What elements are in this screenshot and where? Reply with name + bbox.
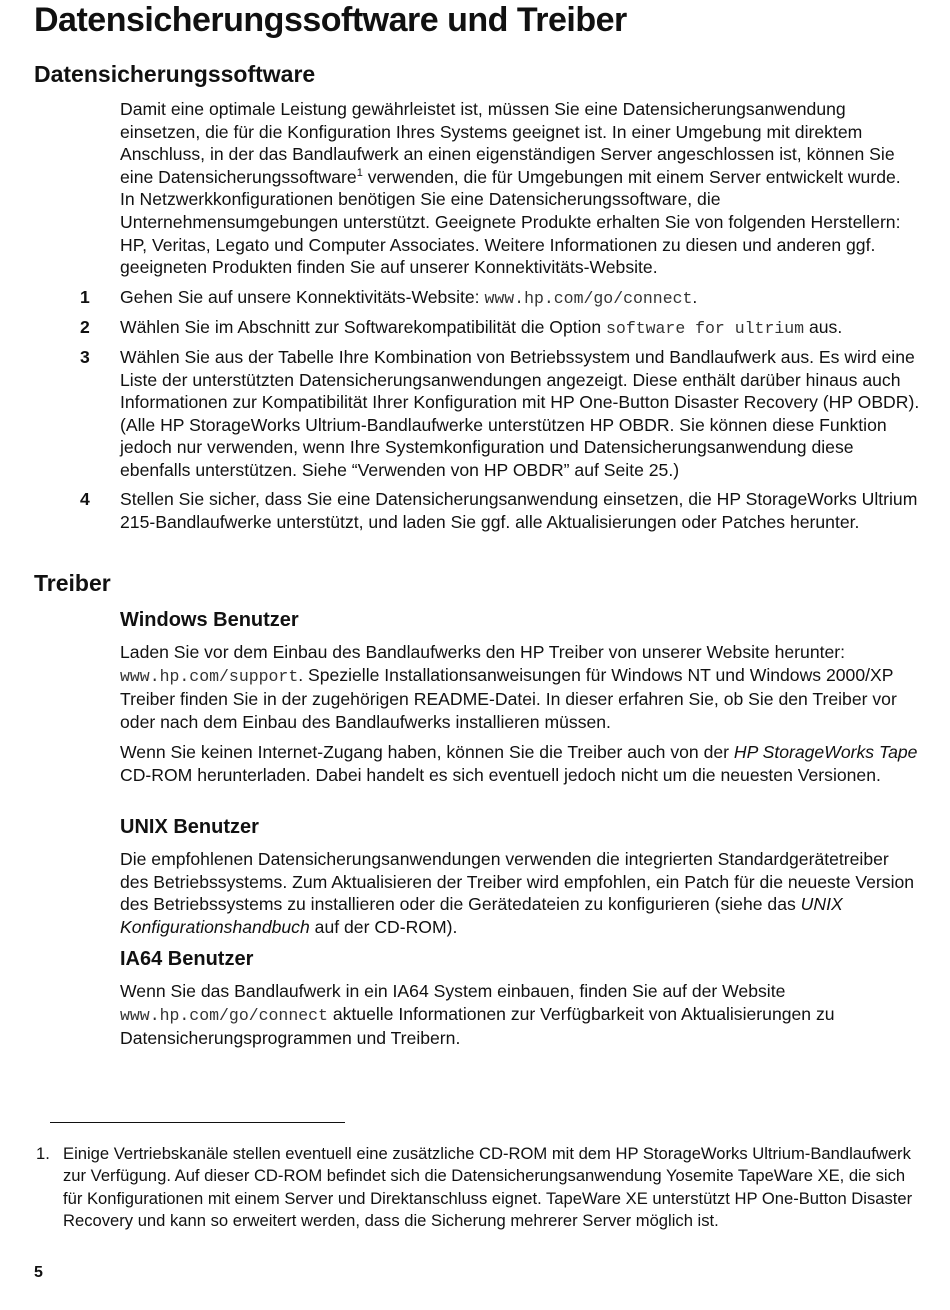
footnote-reference[interactable]: 1 <box>356 166 363 179</box>
step-text: Gehen Sie auf unsere Konnektivitäts-Website: www.hp.com/go/connect. <box>120 287 698 308</box>
ia64-users-heading: IA64 Benutzer <box>120 948 254 970</box>
page-number: 5 <box>34 1264 43 1281</box>
intro-text-part1: Damit eine optimale Leistung gewährleistet ist, müssen Sie eine Datensicherungsanwendung einsetzen, die für die Konfiguration Ihres Systems geeignet ist. In einer Umgebung mit direktem Anschluss, in der das Bandlaufwerk an einen eigenständigen Server angeschlossen ist, können Sie eine Datensicherungssoftware <box>120 99 895 187</box>
step-text: Wählen Sie im Abschnitt zur Softwarekompatibilität die Option software for ultrium aus. <box>120 317 843 338</box>
connect-url-link-2[interactable]: www.hp.com/go/connect <box>120 1005 328 1025</box>
footnote-divider <box>50 1122 345 1123</box>
step-number: 2 <box>80 317 90 337</box>
intro-paragraph <box>120 98 920 279</box>
step-number: 1 <box>80 287 90 307</box>
windows-paragraph-2: Wenn Sie keinen Internet-Zugang haben, können Sie die Treiber auch von der HP StorageWorks Tape CD-ROM herunterladen. Dabei handelt es sich eventuell jedoch nicht um die neuesten Versionen. <box>120 742 918 785</box>
unix-paragraph: Die empfohlenen Datensicherungsanwendungen verwenden die integrierten Standardgerätetreiber des Betriebssystems. Zum Aktualisieren der Treiber wird empfohlen, ein Patch für die neueste Version des Betriebssystems zu installieren oder die Gerätedateien zu konfigurieren (siehe das UNIX Konfigurationshandbuch auf der CD-ROM). <box>120 849 915 937</box>
step-text: Wählen Sie aus der Tabelle Ihre Kombination von Betriebssystem und Bandlaufwerk aus. Es wird eine Liste der unterstützten Datensicherungsanwendungen angezeigt. Diese enthält darüber hinaus auch Informationen zur Kompatibilität Ihrer Konfiguration mit HP One-Button Disaster Recovery (HP OBDR). (Alle HP StorageWorks Ultrium-Bandlaufwerke unterstützen HP OBDR. Sie können diese Funktion jedoch nur verwenden, wenn Ihre Systemkonfiguration und Datensicherungsanwendung diese ebenfalls unterstützen. Siehe “Verwenden von HP OBDR” auf Seite 25.) <box>120 347 920 480</box>
unix-users-heading: UNIX Benutzer <box>120 816 259 838</box>
step-number: 4 <box>80 489 90 509</box>
step-number: 3 <box>80 347 90 367</box>
unix-section <box>120 814 920 938</box>
windows-users-heading: Windows Benutzer <box>120 609 299 631</box>
ia64-section <box>120 946 920 1050</box>
intro-text-part2: verwenden, die für Umgebungen mit einem Server entwickelt wurde. In Netzwerkkonfigurationen benötigen Sie eine Datensicherungssoftware, die Unternehmensumgebungen unterstützt. Geeignete Produkte erhalten Sie von folgenden Herstellern: HP, Veritas, Legato und Computer Associates. Weitere Informationen zu diesen und anderen ggf. geeigneten Produkten finden Sie auf unserer Konnektivitäts-Website. <box>120 166 901 278</box>
windows-paragraph-1: Laden Sie vor dem Einbau des Bandlaufwerks den HP Treiber von unserer Website herunter: www.hp.com/support. Spezielle Installationsanweisungen für Windows NT und Windows 2000/XP Treiber finden Sie in der zugehörigen README-Datei. In dieser erfahren Sie, ob Sie den Treiber vor oder nach dem Einbau des Bandlaufwerks installieren müssen. <box>120 642 897 732</box>
step-text: Stellen Sie sicher, dass Sie eine Datensicherungsanwendung einsetzen, die HP StorageWorks Ultrium 215-Bandlaufwerke unterstützt, und laden Sie ggf. alle Aktualisierungen oder Patches herunter. <box>120 489 918 532</box>
footnote-number: 1. <box>36 1144 50 1163</box>
page-title: Datensicherungssoftware und Treiber <box>34 1 627 39</box>
section-heading-backup-software: Datensicherungssoftware <box>34 61 316 87</box>
footnote-text: Einige Vertriebskanäle stellen eventuell eine zusätzliche CD-ROM mit dem HP StorageWorks Ultrium-Bandlaufwerk zur Verfügung. Auf dieser CD-ROM befindet sich die Datensicherungsanwendung Yosemite TapeWare XE, die sich für Konfigurationen mit einem Server und Direktanschluss eignet. TapeWare XE unterstützt HP One-Button Disaster Recovery und kann so erweitert werden, dass die Sicherung mehrerer Server möglich ist. <box>63 1144 913 1231</box>
support-url-link[interactable]: www.hp.com/support <box>120 666 299 686</box>
connect-url-link[interactable]: www.hp.com/go/connect <box>484 289 693 308</box>
ia64-paragraph: Wenn Sie das Bandlaufwerk in ein IA64 System einbauen, finden Sie auf der Website www.hp.com/go/connect aktuelle Informationen zur Verfügbarkeit von Aktualisierungen zu Datensicherungsprogrammen und Treibern. <box>120 981 835 1049</box>
section-heading-drivers: Treiber <box>34 570 111 596</box>
software-option-code: software for ultrium <box>606 319 805 338</box>
windows-section <box>120 607 920 787</box>
